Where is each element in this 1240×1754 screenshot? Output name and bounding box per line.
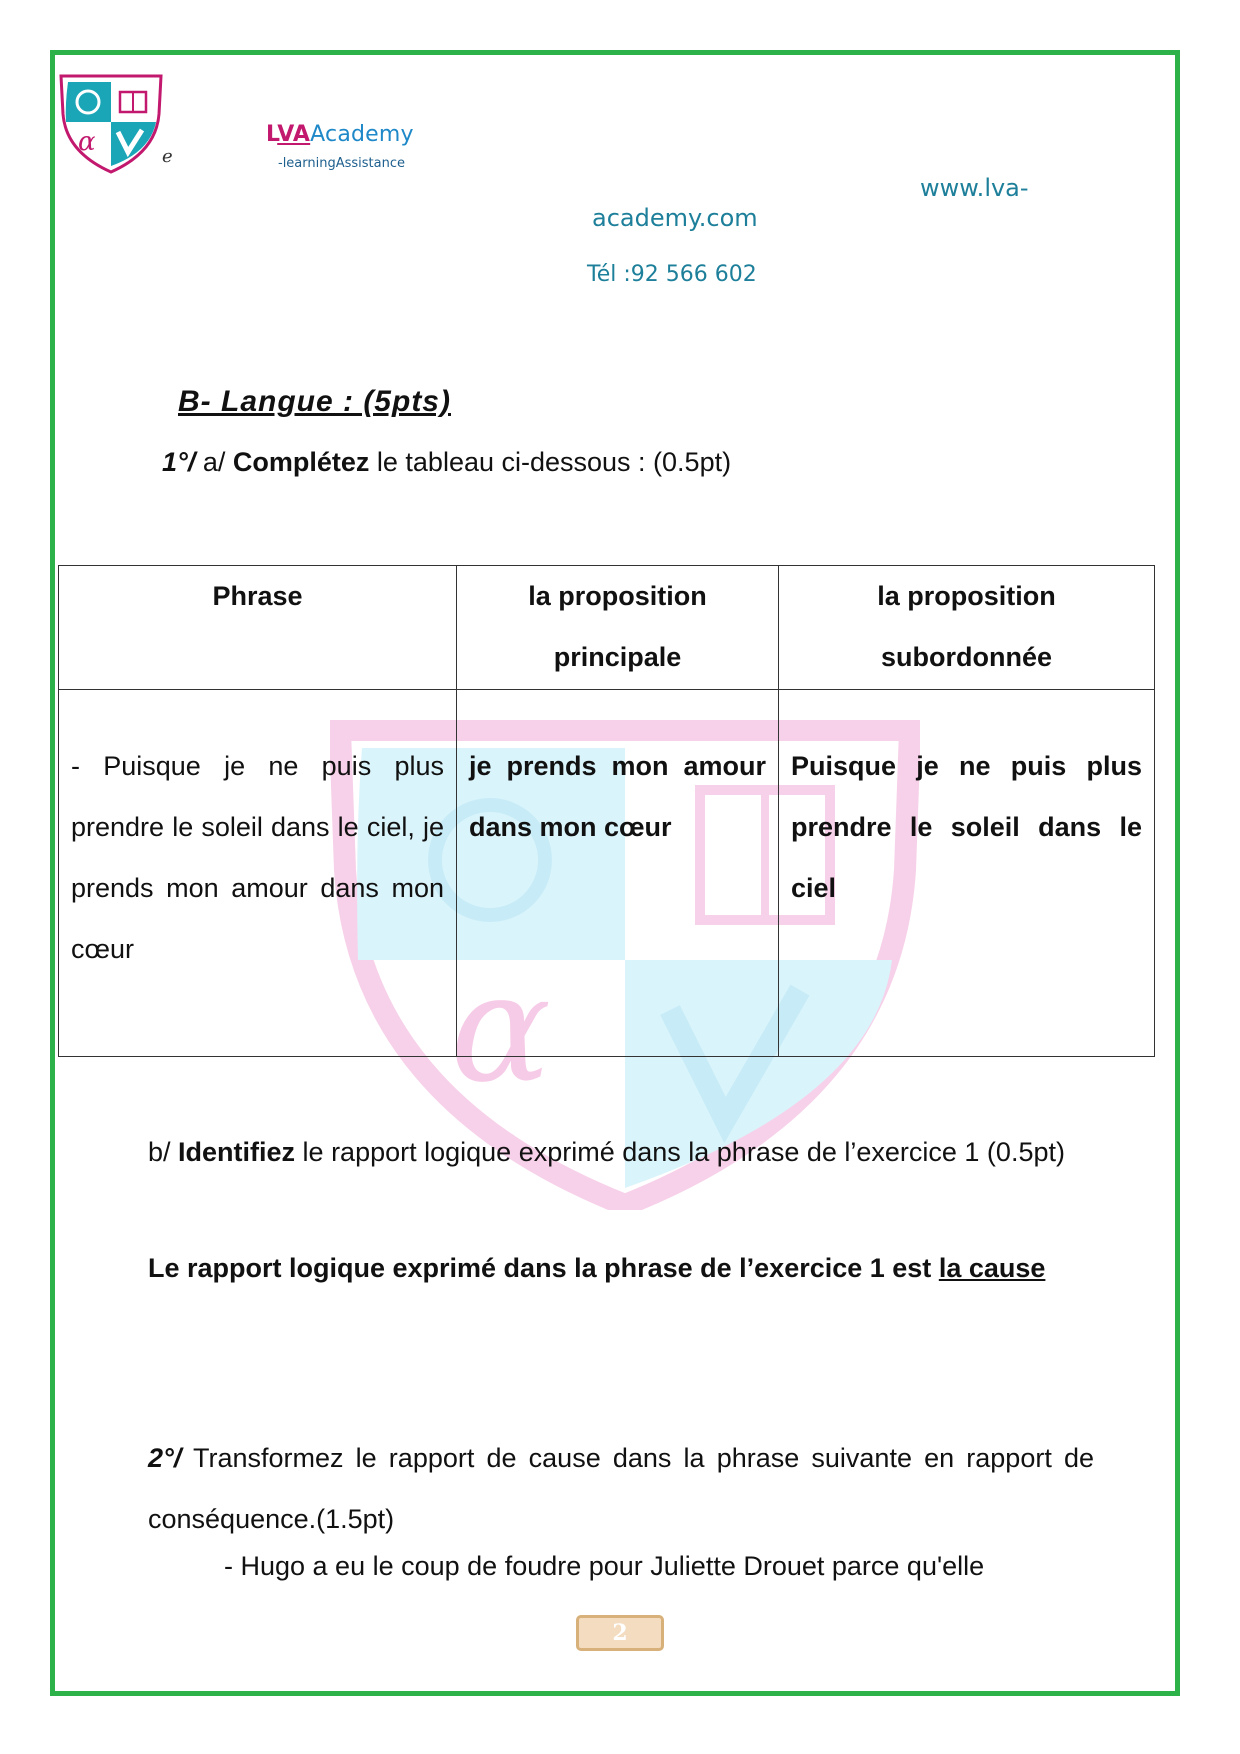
table-row — [59, 690, 1155, 1057]
brand-va: VA — [277, 122, 311, 147]
header-phrase: Phrase — [59, 566, 457, 690]
section-title: B- Langue : (5pts) — [178, 385, 451, 418]
question-1b — [148, 1122, 1094, 1183]
header-subordonnee: la proposition subordonnée — [779, 566, 1155, 690]
question-1b-prefix: b/ — [148, 1137, 179, 1167]
question-1a-prefix: a/ — [195, 447, 233, 477]
question-2 — [148, 1428, 1094, 1550]
cell-subordonnee: Puisque je ne puis plus prendre le soleil dans le ciel — [779, 690, 1155, 1057]
brand-l: L — [266, 122, 278, 147]
question-1b-verb: Identifiez — [178, 1137, 296, 1167]
academy-logo — [56, 74, 166, 174]
question-1a — [162, 447, 731, 478]
header-principale: la proposition principale — [457, 566, 779, 690]
logo-letter: e — [162, 146, 173, 167]
table-header-row — [59, 566, 1155, 690]
answer-table — [58, 565, 1155, 1057]
cell-phrase: - Puisque je ne puis plus prendre le soleil dans le ciel, je prends mon amour dans mon cœur — [59, 690, 457, 1057]
website-part2: academy.com — [592, 204, 758, 232]
svg-text:α: α — [78, 127, 96, 157]
answer-1b-underlined: la cause — [938, 1253, 1046, 1283]
brand-academy: Academy — [310, 122, 414, 147]
website-part1: www.lva- — [920, 174, 1029, 202]
brand-tagline: -learningAssistance — [278, 156, 405, 171]
answer-1b — [148, 1245, 1094, 1291]
question-1-number: 1°/ — [162, 447, 196, 477]
cell-principale: je prends mon amour dans mon cœur — [457, 690, 779, 1057]
page-number: 2 — [576, 1615, 664, 1651]
question-1a-verb: Complétez — [232, 447, 370, 477]
answer-1b-main: Le rapport logique exprimé dans la phrase de l’exercice 1 est — [148, 1253, 939, 1283]
question-2-sentence: - Hugo a eu le coup de foudre pour Juliette Drouet parce qu'elle — [224, 1551, 985, 1581]
svg-text:α: α — [450, 942, 552, 1116]
brand-name — [266, 122, 414, 147]
phone-number: Tél :92 566 602 — [587, 262, 757, 287]
question-2-text: Transformez le rapport de cause dans la phrase suivante en rapport de conséquence.(1.5pt) — [148, 1443, 1094, 1534]
question-1b-rest: le rapport logique exprimé dans la phrase de l’exercice 1 (0.5pt) — [295, 1137, 1065, 1167]
question-2-number: 2°/ — [148, 1443, 182, 1473]
question-1a-rest: le tableau ci-dessous : (0.5pt) — [369, 447, 732, 477]
